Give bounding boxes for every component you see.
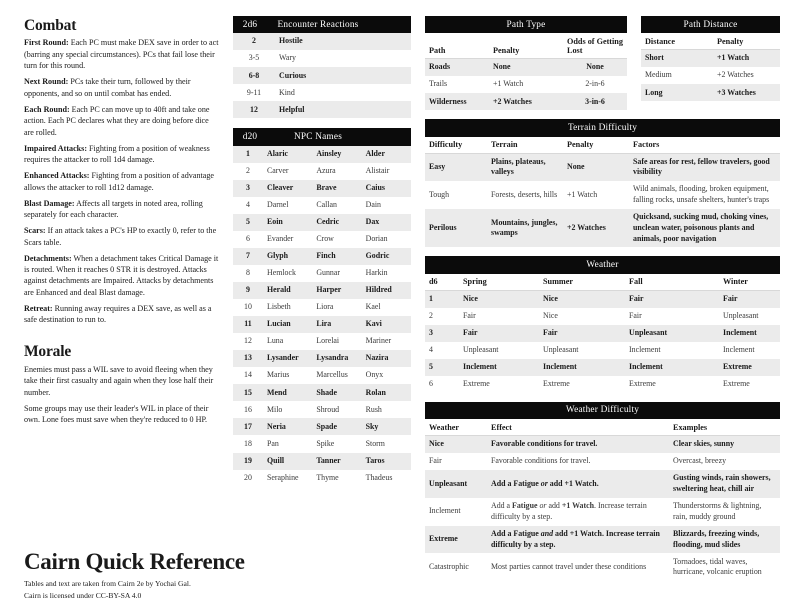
cell: Inclement: [629, 344, 661, 354]
combat-entry-lead: Detachments:: [24, 253, 72, 263]
cell-name-c: Kael: [365, 302, 381, 312]
cell: 2: [429, 310, 433, 320]
cell-name-a: Eoin: [267, 217, 283, 227]
cell: Fair: [463, 310, 476, 320]
path-type-title: Path Type: [425, 16, 627, 33]
cell: Plains, plateaus, valleys: [491, 156, 546, 177]
combat-heading: Combat: [24, 17, 77, 34]
npc-names-header: [233, 128, 411, 145]
cell-name-b: Lorelai: [316, 336, 340, 346]
cell: Trails: [429, 79, 448, 89]
table-row: [233, 384, 411, 401]
terrain-header-0: Difficulty: [425, 137, 487, 154]
cell-examples: Clear skies, sunny: [673, 439, 735, 449]
cell-name-b: Crow: [316, 234, 334, 244]
cell: 2: [252, 36, 256, 46]
path-type-header-2: Odds of Getting Lost: [563, 33, 627, 59]
cell-name-c: Godric: [365, 251, 390, 261]
cell: Short: [645, 53, 664, 63]
cell: Long: [645, 87, 663, 97]
cell-name-a: Neria: [267, 421, 286, 431]
encounter-dice-label: 2d6: [242, 19, 258, 30]
table-row: [233, 248, 411, 265]
cell-name-a: Lucian: [267, 319, 291, 329]
cell-roll: 18: [244, 438, 252, 448]
cell-examples: Tornadoes, tidal waves, hurricane, volcanic eruption: [673, 556, 762, 577]
cell-roll: 5: [246, 217, 250, 227]
cell-name-a: Lisbeth: [267, 302, 291, 312]
combat-entry: [24, 104, 219, 138]
cell-roll: 12: [244, 336, 252, 346]
combat-entry: [24, 76, 219, 99]
combat-entry-text: Running away requires a DEX save, as well as a safe destination to run to.: [24, 303, 212, 325]
cell-name-b: Thyme: [316, 472, 339, 482]
cell-name-a: Quill: [267, 455, 285, 465]
table-row: [425, 342, 780, 359]
cell-weather: Fair: [429, 456, 442, 466]
cell: 1: [429, 293, 433, 303]
cell-weather: Extreme: [429, 534, 458, 544]
cell: +1 Watch: [567, 189, 598, 199]
combat-entry-text: Affects all targets in noted area, rolling separately for each character.: [24, 198, 203, 220]
path-type-header-0: Path: [425, 33, 489, 59]
weather-header-1: Spring: [459, 274, 539, 291]
combat-entry: [24, 170, 219, 193]
cell: Tough: [429, 189, 450, 199]
table-row: [425, 359, 780, 376]
encounter-reactions-title: Encounter Reactions: [277, 19, 359, 30]
cell-name-c: Mariner: [365, 336, 392, 346]
combat-entry-lead: Each Round:: [24, 104, 70, 114]
table-row: [425, 93, 627, 110]
cell-name-a: Pan: [267, 438, 279, 448]
cell-name-a: Evander: [267, 234, 294, 244]
path-distance-title: Path Distance: [641, 16, 780, 33]
table-row: [641, 67, 780, 84]
cell: +2 Watches: [493, 96, 532, 106]
middle-column: [233, 16, 411, 603]
cell: Helpful: [279, 104, 305, 114]
cell: Unpleasant: [629, 327, 668, 337]
combat-entry-lead: Next Round:: [24, 77, 69, 87]
cell-roll: 1: [246, 148, 250, 158]
cell: Unpleasant: [723, 310, 759, 320]
cell-roll: 2: [246, 165, 250, 175]
combat-entry-lead: Retreat:: [24, 303, 53, 313]
cell-name-b: Harper: [316, 285, 342, 295]
cell-name-a: Cleaver: [267, 182, 294, 192]
cell-name-a: Darnel: [267, 200, 289, 209]
table-row: [233, 265, 411, 282]
cell: Mountains, jungles, swamps: [491, 217, 558, 238]
terrain-header-2: Penalty: [563, 137, 629, 154]
cell: +2 Watches: [717, 70, 754, 80]
cell-name-a: Glyph: [267, 251, 289, 261]
cell-name-b: Cedric: [316, 217, 340, 227]
cell: Nice: [543, 293, 558, 303]
cell: 4: [429, 344, 433, 354]
combat-entry-text: PCs take their turn, followed by their opponents, and so on until combat has ended.: [24, 77, 191, 98]
cell-weather: Nice: [429, 439, 444, 449]
terrain-difficulty-table: [425, 119, 780, 247]
weather-difficulty-header-1: Effect: [487, 419, 669, 436]
cell: +1 Watch: [717, 53, 750, 63]
cell-name-b: Tanner: [316, 455, 341, 465]
cell-roll: 11: [244, 319, 252, 329]
table-row: [233, 282, 411, 299]
cell-examples: Overcast, breezy: [673, 456, 727, 466]
weather-header-3: Fall: [625, 274, 719, 291]
cell-name-a: Seraphine: [267, 472, 299, 482]
cell-effect: Add a Fatigue and add +1 Watch. Increase terrain difficulty by a step.: [491, 528, 660, 549]
encounter-reactions-table: [233, 16, 411, 118]
table-row: [233, 50, 411, 67]
combat-entry-text: Each PC can move up to 40ft and take one action. Each PC declares what they are doing before dice are rolled.: [24, 104, 210, 137]
combat-entry-lead: Impaired Attacks:: [24, 143, 88, 153]
cell-roll: 4: [246, 200, 250, 209]
cell: Extreme: [723, 379, 750, 389]
combat-entry-text: Fighting from a position of advantage allows the attacker to roll 1d12 damage.: [24, 171, 214, 192]
cell: Fair: [723, 293, 738, 303]
cell-name-c: Dax: [365, 217, 380, 227]
page-title: Cairn Quick Reference: [24, 549, 245, 575]
cell: Fair: [629, 293, 644, 303]
cell: Nice: [463, 293, 478, 303]
cell-roll: 9: [246, 285, 250, 295]
cell-roll: 15: [244, 387, 252, 397]
cell: 12: [250, 104, 258, 114]
cell-examples: Gusting winds, rain showers, sweltering heat, chill air: [673, 473, 771, 494]
table-row: [233, 316, 411, 333]
cell-roll: 13: [244, 353, 252, 363]
cell: 3: [429, 327, 433, 337]
weather-header-2: Summer: [539, 274, 625, 291]
table-row: [233, 180, 411, 197]
table-row: [233, 67, 411, 84]
path-distance-table: [641, 16, 780, 110]
cell: Wary: [279, 53, 296, 63]
cell: Fair: [463, 327, 478, 337]
table-row: [233, 418, 411, 435]
combat-entry: [24, 37, 219, 71]
cell: Inclement: [629, 362, 663, 371]
cell: Inclement: [723, 327, 757, 337]
cell: Medium: [645, 70, 672, 80]
cell-name-c: Alder: [365, 148, 385, 158]
cell: 6-8: [248, 70, 260, 80]
cell-name-a: Carver: [267, 165, 289, 175]
cell-name-b: Finch: [316, 251, 336, 261]
cell-name-b: Marcellus: [316, 370, 348, 380]
cell-name-c: Dorian: [365, 234, 388, 244]
table-row: [425, 498, 780, 526]
cell-effect: Most parties cannot travel under these conditions: [491, 561, 647, 571]
table-row: [233, 197, 411, 214]
cell-name-b: Shroud: [316, 404, 340, 414]
combat-entry: [24, 143, 219, 166]
cell: Extreme: [463, 379, 490, 389]
cell-name-c: Rush: [365, 404, 382, 414]
npc-dice-label: d20: [242, 131, 258, 142]
cell-name-b: Spade: [316, 421, 337, 431]
table-row: [233, 146, 411, 163]
cell-roll: 3: [246, 182, 250, 192]
combat-entry-text: Each PC must make DEX save in order to act (barring any special circumstances). PCs that fail lose their turn for this round.: [24, 38, 219, 71]
cell-name-c: Sky: [365, 421, 379, 431]
cell: Inclement: [723, 344, 755, 354]
cell: Perilous: [429, 222, 457, 232]
cell-name-b: Lira: [316, 319, 332, 329]
cell-name-b: Lysandra: [316, 353, 349, 363]
combat-entry-lead: First Round:: [24, 38, 69, 48]
cell: Unpleasant: [543, 344, 579, 354]
table-row: [425, 453, 780, 470]
weather-difficulty-header-0: Weather: [425, 419, 487, 436]
cell: Wild animals, flooding, broken equipment, falling rocks, unsafe shelters, hunter's traps: [633, 184, 770, 205]
path-distance-header-0: Distance: [641, 33, 713, 50]
cell: 5: [429, 362, 433, 371]
morale-paragraph: Some groups may use their leader's WIL in place of their own. Lone foes must save when they're reduced to 0 HP.: [24, 403, 209, 425]
table-row: [233, 33, 411, 50]
path-distance-header-1: Penalty: [713, 33, 780, 50]
table-row: [425, 76, 627, 93]
morale-section: [24, 344, 219, 430]
path-tables-row: [425, 16, 780, 110]
table-row: [425, 153, 780, 181]
cell-roll: 19: [244, 455, 252, 465]
cell-name-a: Marius: [267, 370, 290, 380]
table-row: [641, 50, 780, 68]
morale-paragraph: Enemies must pass a WIL save to avoid fleeing when they take their first casualty and again when they lose half their number.: [24, 364, 214, 397]
cell: Safe areas for rest, fellow travelers, good visibility: [633, 156, 770, 177]
cell: +2 Watches: [567, 222, 606, 232]
license-line: Cairn is licensed under CC-BY-SA 4.0: [24, 590, 142, 600]
weather-table: [425, 256, 780, 393]
combat-entry: [24, 253, 219, 299]
cell: 9-11: [246, 87, 262, 97]
cell-name-b: Spike: [316, 438, 335, 448]
table-row: [425, 181, 780, 209]
cell-examples: Blizzards, freezing winds, flooding, mud slides: [673, 528, 760, 549]
encounter-reactions-header: [233, 16, 411, 33]
cell: Inclement: [543, 362, 577, 371]
cell-roll: 20: [244, 472, 252, 482]
cell: None: [586, 62, 604, 72]
cell-name-b: Gunnar: [316, 268, 340, 278]
table-row: [233, 367, 411, 384]
cell-roll: 17: [244, 421, 252, 431]
cell: +1 Watch: [493, 79, 524, 89]
cell: Fair: [543, 327, 558, 337]
cell-name-a: Lysander: [267, 353, 299, 363]
combat-entries: [24, 37, 219, 330]
cell-name-b: Shade: [316, 387, 337, 397]
morale-paragraphs: [24, 364, 219, 426]
morale-heading: Morale: [24, 343, 71, 361]
table-row: [233, 84, 411, 101]
combat-entry-text: When a detachment takes Critical Damage it is routed. When it reaches 0 STR it is destroyed. Attacks against detachments are Impaired. Attacks by detachments are Enhanced and deal Blast damage.: [24, 253, 219, 297]
cell: Kind: [279, 87, 295, 97]
cell-name-b: Callan: [316, 200, 337, 209]
cell-name-c: Alistair: [365, 165, 390, 175]
table-row: [233, 214, 411, 231]
cell-roll: 14: [244, 370, 252, 380]
cell: 3-in-6: [585, 96, 605, 106]
weather-difficulty-header-2: Examples: [669, 419, 780, 436]
table-row: [233, 101, 411, 118]
cell: Curious: [279, 70, 307, 80]
cell: Extreme: [543, 379, 570, 389]
cell-name-c: Storm: [365, 438, 385, 448]
cell-effect: Add a Fatigue or add +1 Watch.: [491, 478, 599, 488]
cell-effect: Favorable conditions for travel.: [491, 456, 591, 466]
cell: +3 Watches: [717, 87, 756, 97]
cell-name-b: Liora: [316, 302, 334, 312]
cell: Unpleasant: [463, 344, 499, 354]
cell: None: [567, 162, 585, 172]
terrain-difficulty-title: Terrain Difficulty: [425, 119, 780, 136]
weather-title: Weather: [425, 256, 780, 273]
cell-name-c: Thadeus: [365, 472, 393, 482]
cell-roll: 6: [246, 234, 250, 244]
cell: Wilderness: [429, 96, 467, 106]
cell-name-c: Dain: [365, 200, 381, 209]
cell: Inclement: [463, 362, 497, 371]
cell-name-a: Mend: [267, 387, 287, 397]
cell: Roads: [429, 62, 451, 72]
cell-name-c: Rolan: [365, 387, 386, 397]
combat-entry-text: If an attack takes a PC's HP to exactly 0, refer to the Scars table.: [24, 226, 217, 247]
attribution-line: Tables and text are taken from Cairn 2e by Yochai Gal.: [24, 579, 191, 589]
cell: Hostile: [279, 36, 303, 46]
weather-difficulty-table: [425, 402, 780, 581]
table-row: [233, 435, 411, 452]
table-row: [233, 299, 411, 316]
cell: 6: [429, 379, 433, 389]
cell-name-b: Ainsley: [316, 148, 342, 158]
cell-roll: 8: [246, 268, 250, 278]
table-row: [425, 526, 780, 554]
table-row: [233, 231, 411, 248]
cell-name-c: Nazira: [365, 353, 389, 363]
cell-roll: 10: [244, 302, 252, 312]
table-row: [233, 163, 411, 180]
combat-entry-lead: Blast Damage:: [24, 198, 75, 208]
table-row: [425, 290, 780, 308]
combat-entry: [24, 303, 219, 326]
cell: Extreme: [629, 379, 656, 389]
table-row: [425, 470, 780, 498]
cell-roll: 7: [246, 251, 250, 261]
cell-name-a: Alaric: [267, 148, 289, 158]
cell-name-c: Onyx: [365, 370, 384, 380]
table-row: [425, 325, 780, 342]
terrain-header-1: Terrain: [487, 137, 563, 154]
table-row: [425, 436, 780, 454]
left-column: [24, 16, 219, 603]
combat-entry: [24, 225, 219, 248]
cell-effect: Add a Fatigue or add +1 Watch. Increase terrain difficulty by a step.: [491, 501, 647, 521]
table-row: [641, 84, 780, 101]
table-row: [425, 209, 780, 247]
cell: Quicksand, sucking mud, choking vines, unclean water, poisonous plants and animals, poor navigation: [633, 212, 769, 243]
cell-name-c: Kavi: [365, 319, 382, 329]
cell-name-c: Hildred: [365, 285, 392, 295]
combat-entry-lead: Scars:: [24, 226, 46, 236]
table-row: [425, 553, 780, 581]
table-row: [425, 308, 780, 325]
terrain-header-3: Factors: [629, 137, 780, 154]
weather-header-4: Winter: [719, 274, 780, 291]
combat-entry-lead: Enhanced Attacks:: [24, 171, 90, 181]
cell-weather: Unpleasant: [429, 478, 468, 488]
cell-name-a: Luna: [267, 336, 284, 346]
cell: Fair: [629, 310, 642, 320]
path-type-table: [425, 16, 627, 110]
cell-name-a: Herald: [267, 285, 291, 295]
table-row: [425, 376, 780, 393]
cell: Extreme: [723, 362, 752, 371]
table-row: [233, 453, 411, 470]
cell-roll: 16: [244, 404, 252, 414]
table-row: [233, 470, 411, 487]
cell: 2-in-6: [585, 79, 605, 89]
npc-names-table: [233, 128, 411, 486]
npc-names-title: NPC Names: [293, 131, 343, 142]
table-row: [233, 401, 411, 418]
cell-name-b: Brave: [316, 182, 337, 192]
table-row: [233, 350, 411, 367]
cell-weather: Catastrophic: [429, 561, 469, 571]
cell-name-a: Hemlock: [267, 268, 296, 278]
cell-effect: Favorable conditions for travel.: [491, 439, 598, 449]
cell-weather: Inclement: [429, 506, 461, 516]
page-footer: [24, 550, 354, 601]
weather-header-0: d6: [425, 274, 459, 291]
cell: Forests, deserts, hills: [491, 189, 558, 199]
right-column: [425, 16, 780, 603]
cell-name-c: Harkin: [365, 268, 388, 278]
cell: Easy: [429, 162, 446, 172]
cell-name-c: Taros: [365, 455, 385, 465]
table-row: [425, 59, 627, 77]
combat-entry-text: Fighting from a position of weakness requires the attacker to roll 1d4 damage.: [24, 143, 210, 165]
cell-name-b: Azura: [316, 165, 336, 175]
path-type-header-1: Penalty: [489, 33, 563, 59]
cell-name-a: Milo: [267, 404, 283, 414]
weather-difficulty-title: Weather Difficulty: [425, 402, 780, 419]
cell-examples: Thunderstorms & lightning, rain, muddy ground: [673, 501, 762, 521]
table-row: [233, 333, 411, 350]
cell: 3-5: [248, 53, 260, 63]
cell: Nice: [543, 310, 558, 320]
combat-entry: [24, 198, 219, 221]
cell-name-c: Caius: [365, 182, 385, 192]
cell: None: [493, 62, 511, 72]
